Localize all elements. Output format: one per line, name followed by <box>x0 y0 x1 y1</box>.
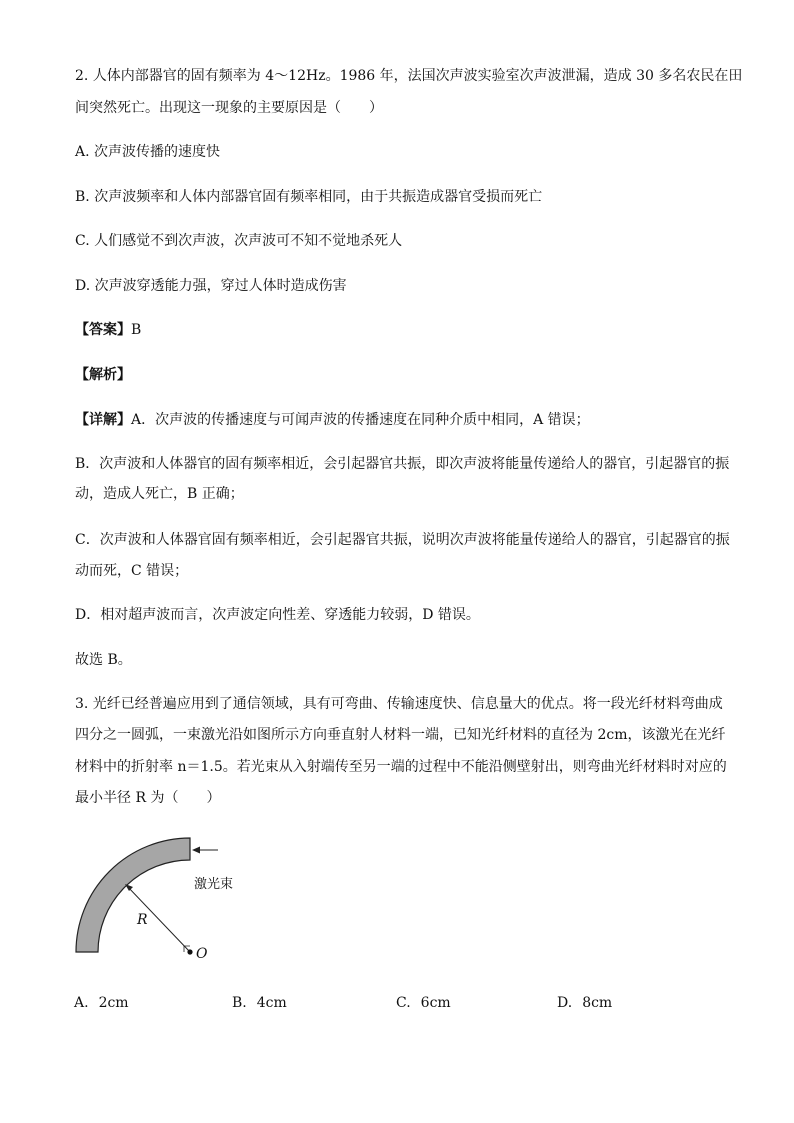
answer-tag: 【答案】 <box>75 322 131 338</box>
q3-option-c <box>396 993 451 1013</box>
q2-option-c: C. 人们感觉不到次声波，次声波可不知不觉地杀死人 <box>75 233 403 249</box>
q3-option-d <box>557 993 612 1013</box>
analysis-tag-text: 【解析】 <box>75 367 131 383</box>
laser-arrowhead <box>192 847 200 854</box>
radius-arrowhead <box>125 884 133 891</box>
q2-option-a: A. 次声波传播的速度快 <box>75 144 221 160</box>
q2-detail-c-1: C．次声波和人体器官固有频率相近，会引起器官共振，说明次声波将能量传递给人的器官，引起器官的振 <box>75 532 730 548</box>
option-letter: C. <box>396 995 411 1011</box>
laser-beam-label: 激光束 <box>194 877 234 892</box>
fiber-arc-figure <box>70 828 270 968</box>
q2-detail-b-1: B．次声波和人体器官的固有频率相近，会引起器官共振，即次声波将能量传递给人的器官，引起器官的振 <box>75 456 730 472</box>
option-letter: D. <box>557 995 573 1011</box>
center-point <box>187 949 192 954</box>
q2-stem-line-2: 间突然死亡。出现这一现象的主要原因是（ ） <box>75 100 383 116</box>
q3-option-a <box>74 993 129 1013</box>
q2-conclusion: 故选 B。 <box>75 652 132 668</box>
q3-stem-line-4: 最小半径 R 为（ ） <box>75 790 221 806</box>
option-letter: A. <box>74 995 89 1011</box>
q3-stem-line-2: 四分之一圆弧，一束激光沿如图所示方向垂直射人材料一端，已知光纤材料的直径为 2cm，该激光在光纤 <box>75 727 726 743</box>
detail-tag: 【详解】 <box>75 412 131 428</box>
radius-label: R <box>137 912 148 928</box>
q2-detail-d: D．相对超声波而言，次声波定向性差、穿透能力较弱，D 错误。 <box>75 607 480 623</box>
analysis-tag <box>75 365 131 385</box>
q2-stem-line-1: 2. 人体内部器官的固有频率为 4～12Hz。1986 年，法国次声波实验室次声波泄漏，造成 30 多名农民在田 <box>75 68 743 84</box>
q3-option-b <box>232 993 287 1013</box>
center-label: O <box>196 946 208 962</box>
q2-detail-c-2: 动而死，C 错误； <box>75 563 189 579</box>
q3-stem-line-3: 材料中的折射率 n＝1.5。若光束从入射端传至另一端的过程中不能沿侧壁射出，则弯曲光纤材料时对应的 <box>75 759 727 775</box>
q3-stem-line-1: 3. 光纤已经普遍应用到了通信领域，具有可弯曲、传输速度快、信息量大的优点。将一段光纤材料弯曲成 <box>75 696 723 712</box>
answer-value: B <box>131 322 142 338</box>
option-value: 2cm <box>98 995 129 1011</box>
option-value: 4cm <box>256 995 287 1011</box>
q2-option-d: D. 次声波穿透能力强，穿过人体时造成伤害 <box>75 278 347 294</box>
q2-option-b: B. 次声波频率和人体内部器官固有频率相同，由于共振造成器官受损而死亡 <box>75 189 543 205</box>
q2-answer-line <box>75 320 141 340</box>
q2-detail-a <box>75 410 590 430</box>
detail-a-text: A．次声波的传播速度与可闻声波的传播速度在同种介质中相同，A 错误； <box>131 412 590 428</box>
option-letter: B. <box>232 995 247 1011</box>
option-value: 6cm <box>420 995 451 1011</box>
fiber-material <box>76 838 190 952</box>
option-value: 8cm <box>582 995 613 1011</box>
q2-detail-b-2: 动，造成人死亡，B 正确； <box>75 486 244 502</box>
